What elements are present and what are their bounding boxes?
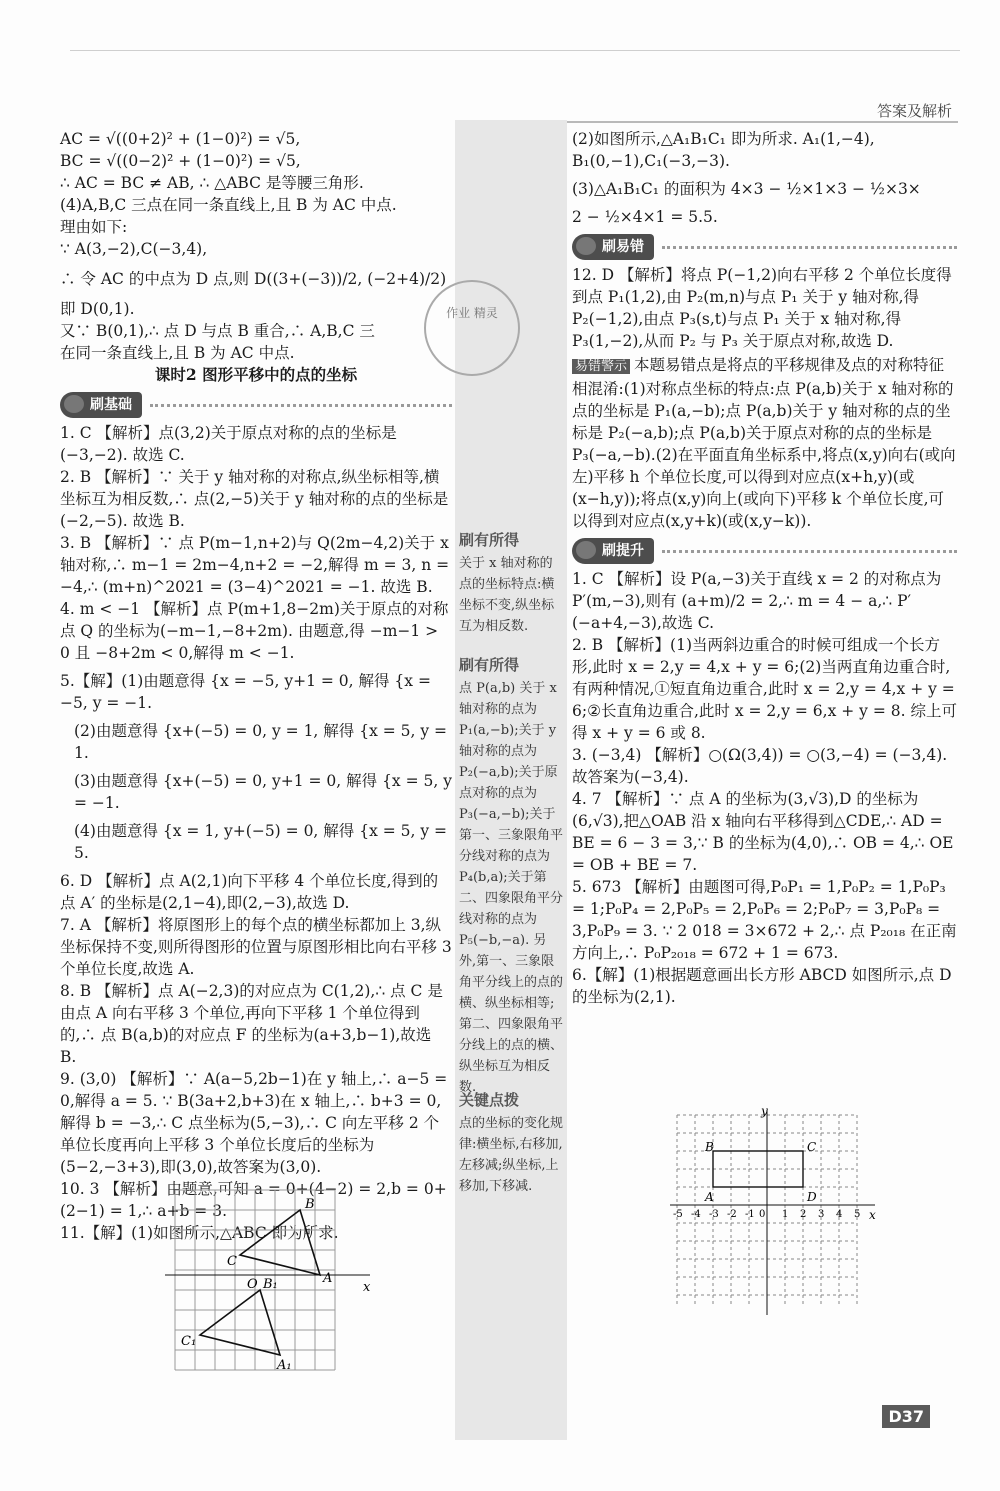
banner-basic xyxy=(60,392,452,418)
tick-label: -3 xyxy=(709,1209,719,1220)
text-line: ∴ AC = BC ≠ AB, ∴ △ABC 是等腰三角形. xyxy=(60,174,364,192)
note-text: 关于 x 轴对称的点的坐标特点:横坐标不变,纵坐标互为相反数. xyxy=(459,556,555,634)
fig1-label: A xyxy=(323,1271,333,1286)
text-line: 又∵ B(0,1),∴ 点 D 与点 B 重合,∴ A,B,C 三 xyxy=(60,322,375,340)
fig1-label: C₁ xyxy=(181,1334,197,1349)
figure-rectangle xyxy=(665,1105,880,1320)
note-title: 刷有所得 xyxy=(459,656,520,674)
tick-label: -4 xyxy=(691,1209,701,1220)
tick-label: 2 xyxy=(800,1209,807,1220)
text-line: (3)△A₁B₁C₁ 的面积为 4×3 − ½×1×3 − ½×3× xyxy=(572,180,921,198)
text-line: (2)如图所示,△A₁B₁C₁ 即为所求. A₁(1,−4), xyxy=(572,130,875,148)
text-line: (4)A,B,C 三点在同一条直线上,且 B 为 AC 中点. xyxy=(60,196,397,214)
fig1-label: B xyxy=(305,1197,315,1212)
answer-item: 12. D 【解析】将点 P(−1,2)向右平移 2 个单位长度得到点 P₁(1,2),由 P₂(m,n)与点 P₁ 关于 y 轴对称,得 P₂(−1,2),由点 P₃(s,t)与点 P₁ 关于 x 轴对称,得 P₃(1,−2),从而 P₂ 与 P₃ 关于原点对称,故选 D. xyxy=(572,266,952,350)
tick-label: 4 xyxy=(836,1209,843,1220)
answer-item: 9. (3,0) 【解析】∵ A(a−5,2b−1)在 y 轴上,∴ a−5 = 0,解得 a = 5. ∵ B(3a+2,b+3)在 x 轴上,∴ b+3 = 0,解得 b = −3,∴ C 点坐标为(5,−3),∴ C 向左平移 2 个单位长度再向上平移 3 个单位长度后的坐标为(5−2,−3+3),即(3,0),故答案为(3,0). xyxy=(60,1070,448,1176)
tick-label: -5 xyxy=(673,1209,683,1220)
note-block xyxy=(459,530,563,637)
tick-label: 1 xyxy=(782,1209,789,1220)
text-line: AC = √((0+2)² + (1−0)²) = √5, xyxy=(60,130,301,148)
answer-item: 2. B 【解析】(1)当两斜边重合的时候可组成一个长方形,此时 x = 2,y = 4,x + y = 6;(2)当两直角边重合时,有两种情况,①短直角边重合,此时 x = 2,y = 4,x + y = 6;②长直角边重合,此时 x = 2,y = 6,x + y = 8. 综上可得 x + y = 6 或 8. xyxy=(572,636,957,742)
answer-item: 5. 673 【解析】由题图可得,P₀P₁ = 1,P₀P₂ = 1,P₀P₃ = 1;P₀P₄ = 2,P₀P₅ = 2,P₀P₆ = 2;P₀P₇ = 3,P₀P₈ = 3,P₀P₉ = 3. ∵ 2 018 = 3×672 + 2,∴ 点 P₂₀₁₈ 在正南方向上,∴ P₀P₂₀₁₈ = 672 + 1 = 673. xyxy=(572,878,957,962)
banner-error xyxy=(572,234,957,260)
fig1-label: x xyxy=(363,1280,371,1295)
note-text: 点的坐标的变化规律:横坐标,右移加,左移减;纵坐标,上移加,下移减. xyxy=(459,1116,564,1194)
tick-label: -2 xyxy=(727,1209,737,1220)
left-column xyxy=(60,128,452,1244)
note-block xyxy=(459,655,563,1098)
text-line: BC = √((0−2)² + (1−0)²) = √5, xyxy=(60,152,301,170)
answer-item: 1. C 【解析】点(3,2)关于原点对称的点的坐标是(−3,−2). 故选 C. xyxy=(60,424,397,464)
answer-item: 11.【解】(1)如图所示,△ABC 即为所求. xyxy=(60,1224,339,1242)
text-line: ∴ 令 AC 的中点为 D 点,则 D((3+(−3))/2, (−2+4)/2) xyxy=(60,270,447,288)
answer-item: 1. C 【解析】设 P(a,−3)关于直线 x = 2 的对称点为 P′(m,−3),则有 (a+m)/2 = 2,∴ m = 4 − a,∴ P′(−a+4,−3),故选 C. xyxy=(572,570,942,632)
fig1-label: O xyxy=(247,1277,258,1292)
text-line: 理由如下: xyxy=(60,218,128,236)
answer-item: 8. B 【解析】点 A(−2,3)的对应点为 C(1,2),∴ 点 C 是由点 A 向右平移 3 个单位,再向下平移 1 个单位得到的,∴ 点 B(a,b)的对应点 F 的坐标为(a+3,b−1),故选 B. xyxy=(60,982,443,1066)
answer-item: 3. B 【解析】∵ 点 P(m−1,n+2)与 Q(2m−4,2)关于 x 轴对称,∴ m−1 = 2m−4,n+2 = −2,解得 m = 3, n = −4,∴ (m+n)^2021 = (3−4)^2021 = −1. 故选 B. xyxy=(60,534,450,596)
answer-item: 3. (−3,4) 【解析】○(Ω(3,4)) = ○(3,−4) = (−3,4). 故答案为(−3,4). xyxy=(572,746,948,786)
tick-label: 0 xyxy=(759,1209,766,1220)
fig2-label: x xyxy=(869,1208,876,1222)
fig2-label: A xyxy=(705,1190,714,1204)
triangle-abc xyxy=(240,1210,320,1275)
header-rule xyxy=(565,121,958,123)
banner-dots xyxy=(662,550,957,553)
banner-dots xyxy=(150,404,452,407)
banner-label: 刷提升 xyxy=(572,538,654,564)
fig2-label: y xyxy=(761,1105,768,1118)
answer-item: (2)由题意得 {x+(−5) = 0, y = 1, 解得 {x = 5, y = 1. xyxy=(74,722,448,762)
lesson-title: 课时2 图形平移中的点的坐标 xyxy=(154,365,358,384)
note-text: 点 P(a,b) 关于 x 轴对称的点为 P₁(a,−b);关于 y 轴对称的点为 P₂(−a,b);关于原点对称的点为 P₃(−a,−b);关于第一、三象限角平分线对称的点为 P₄(b,a);关于第二、四象限角平分线对称的点为 P₅(−b,−a). 另外,第一、三象限角平分线上的点的横、纵坐标相等;第二、四象限角平分线上的点的横、纵坐标互为相反数. xyxy=(459,681,564,1095)
warning-text: 本题易错点是将点的平移规律及点的对称特征相混淆:(1)对称点坐标的特点:点 P(a,b)关于 x 轴对称的点的坐标是 P₁(a,−b);点 P(a,b)关于 y 轴对称的点的坐标是 P₂(−a,b);点 P(a,b)关于原点对称的点的坐标是 P₃(−a,−b).(2)在平面直角坐标系中,将点(x,y)向右(或向左)平移 h 个单位长度,可以得到对应点(x+h,y)(或(x−h,y));将点(x,y)向上(或向下)平移 k 个单位长度,可以得到对应点(x,y+k)(或(x,y−k)). xyxy=(572,356,956,530)
fig2-label: C xyxy=(807,1140,817,1154)
warning-note xyxy=(572,354,957,532)
page-number: D37 xyxy=(882,1405,930,1428)
fig1-label: A₁ xyxy=(277,1358,292,1373)
answer-item: 4. 7 【解析】∵ 点 A 的坐标为(3,√3),D 的坐标为(6,√3),把△OAB 沿 x 轴向右平移得到△CDE,∴ AD = BE = 6 − 3 = 3,∵ B 的坐标为(4,0),∴ OB = 4,∴ OE = OB + BE = 7. xyxy=(572,790,954,874)
text-line: 2 − ½×4×1 = 5.5. xyxy=(572,208,718,226)
text-line: B₁(0,−1),C₁(−3,−3). xyxy=(572,152,730,170)
top-rule xyxy=(70,50,960,51)
note-title: 关键点拨 xyxy=(459,1091,520,1109)
answer-item: 7. A 【解析】将原图形上的每个点的横坐标都加上 3,纵坐标保持不变,则所得图形的位置与原图形相比向右平移 3 个单位长度,故选 A. xyxy=(60,916,452,978)
text-line: 即 D(0,1). xyxy=(60,300,135,318)
answer-item: 6. D 【解析】点 A(2,1)向下平移 4 个单位长度,得到的点 A′ 的坐标是(2,1−4),即(2,−3),故选 D. xyxy=(60,872,439,912)
tick-label: -1 xyxy=(745,1209,755,1220)
stamp-text: 作业 精灵 xyxy=(446,306,498,320)
note-block xyxy=(459,1090,563,1197)
banner-dots xyxy=(662,246,957,249)
text-line: 在同一条直线上,且 B 为 AC 中点. xyxy=(60,344,295,362)
banner-up xyxy=(572,538,957,564)
fig2-label: D xyxy=(807,1190,817,1204)
stamp-logo xyxy=(424,280,520,376)
answer-item: 5.【解】(1)由题意得 {x = −5, y+1 = 0, 解得 {x = −5, y = −1. xyxy=(60,672,431,712)
tick-label: 5 xyxy=(854,1209,861,1220)
answer-item: (4)由题意得 {x = 1, y+(−5) = 0, 解得 {x = 5, y = 5. xyxy=(74,822,448,862)
answer-item: 4. m < −1 【解析】点 P(m+1,8−2m)关于原点的对称点 Q 的坐标为(−m−1,−8+2m). 由题意,得 −m−1 > 0 且 −8+2m < 0,解得 m < −1. xyxy=(60,600,449,662)
banner-label: 刷基础 xyxy=(60,392,142,418)
text-line: ∵ A(3,−2),C(−3,4), xyxy=(60,240,208,258)
fig1-label: C xyxy=(227,1254,237,1269)
warning-label: 易错警示 xyxy=(572,359,630,374)
header-title: 答案及解析 xyxy=(876,102,952,120)
tick-label: 3 xyxy=(818,1209,825,1220)
answer-item: 2. B 【解析】∵ 关于 y 轴对称的对称点,纵坐标相等,横坐标互为相反数,∴ 点(2,−5)关于 y 轴对称的点的坐标是(−2,−5). 故选 B. xyxy=(60,468,449,530)
answer-item: (3)由题意得 {x+(−5) = 0, y+1 = 0, 解得 {x = 5, y = −1. xyxy=(74,772,452,812)
triangle-a1b1c1 xyxy=(200,1290,280,1355)
note-title: 刷有所得 xyxy=(459,531,520,549)
figure-triangle xyxy=(155,1185,375,1375)
answer-item: 6.【解】(1)根据题意画出长方形 ABCD 如图所示,点 D 的坐标为(2,1). xyxy=(572,966,952,1006)
fig2-label: B xyxy=(705,1140,714,1154)
right-column xyxy=(572,128,957,1008)
banner-label: 刷易错 xyxy=(572,234,654,260)
fig1-label: B₁ xyxy=(263,1277,278,1292)
answer-item: 10. 3 【解析】由题意,可知 a = 0+(4−2) = 2,b = 0+(2−1) = 1,∴ a+b = 3. xyxy=(60,1180,447,1220)
